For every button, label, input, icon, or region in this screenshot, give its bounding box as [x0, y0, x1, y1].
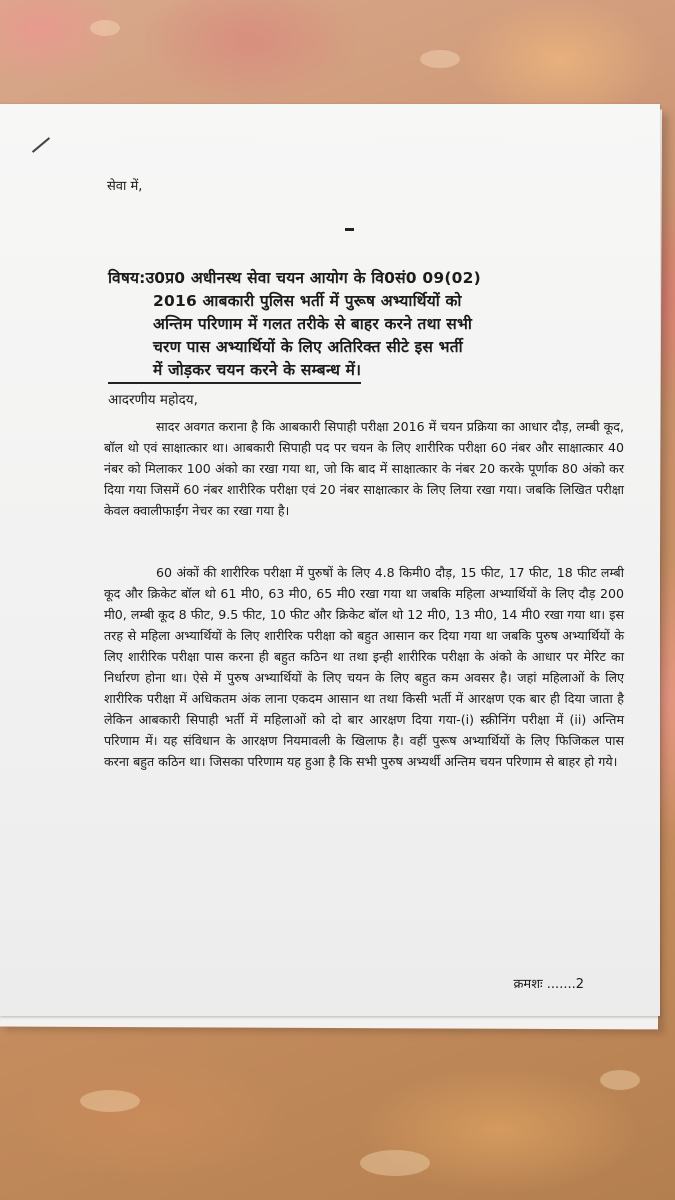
- fabric-pattern: [360, 1150, 430, 1176]
- fabric-pattern: [420, 50, 460, 68]
- fabric-pattern: [90, 20, 120, 36]
- ink-dash: [345, 228, 354, 231]
- subject-line: अन्तिम परिणाम में गलत तरीके से बाहर करने तथा सभी: [153, 315, 473, 333]
- subject-line: 2016 आबकारी पुलिस भर्ती में पुरूष अभ्यार्थियों को: [153, 292, 462, 310]
- body-paragraph: सादर अवगत कराना है कि आबकारी सिपाही परीक्षा 2016 में चयन प्रक्रिया का आधार दौड़, लम्बी कूद, बॉल थो एवं साक्षात्कार था। आबकारी सिपाही पद पर चयन के लिए शारीरिक परीक्षा 60 नंबर और साक्षात्कार 40 नंबर को मिलाकर 100 अंको का रखा गया था, जो कि बाद में साक्षात्कार के नंबर 20 करके पूर्णाक 80 अंको कर दिया गया जिसमें 60 नंबर शारीरिक परीक्षा एवं 20 नंबर साक्षात्कार के लिए लिया रखा गया। जबकि लिखित परीक्षा केवल क्वालीफाईंग नेचर का रखा गया है।: [104, 419, 624, 518]
- salutation: सेवा में,: [107, 179, 143, 194]
- fabric-pattern: [80, 1090, 140, 1112]
- continued-marker: क्रमशः .......2: [513, 977, 584, 992]
- subject-line: चरण पास अभ्यार्थियों के लिए अतिरिक्त सीटे इस भर्ती: [153, 338, 463, 356]
- address-greeting: आदरणीय महोदय,: [108, 392, 198, 408]
- subject-line: में जोड़कर चयन करने के सम्बन्ध में।: [108, 359, 361, 384]
- body-paragraph: 60 अंकों की शारीरिक परीक्षा में पुरुषों के लिए 4.8 किमी0 दौड़, 15 फीट, 17 फीट, 18 फीट लम्बी कूद और क्रिकेट बॉल थो 61 मी0, 63 मी0, 65 मी0 रखा गया था जबकि महिला अभ्यार्थियों के लिए दौड़ 200 मी0, लम्बी कूद 8 फीट, 9.5 फीट, 10 फीट और क्रिकेट बॉल थो 12 मी0, 13 मी0, 14 मी0 रखा गया था। इस तरह से महिला अभ्यार्थियों के लिए शारीरिक परीक्षा को बहुत आसान कर दिया गया था जबकि पुरुष अभ्यार्थियों के लिए शारीरिक परीक्षा पास करना ही बहुत कठिन था तथा इन्ही शारीरिक परीक्षा के अंको के आधार पर मेरिट का निर्धारण होना था। ऐसे में पुरुष अभ्यार्थियों के लिए चयन के लिए बहुत कम अवसर है। जहां महिलाओं के लिए शारीरिक परीक्षा में अधिकतम अंक लाना एकदम आसान था तथा किसी भर्ती में आरक्षण एक बार ही दिया जाता है लेकिन आबकारी सिपाही भर्ती में महिलाओं को दो बार आरक्षण दिया गया-(i) स्क्रीनिंग परीक्षा में (ii) अन्तिम परिणाम में। यह संविधान के आरक्षण नियमावली के खिलाफ है। वहीं पुरूष अभ्यार्थियों के लिए फिजिकल पास करना बहुत कठिन था। जिसका परिणाम यह हुआ है कि सभी पुरुष अभ्यर्थी अन्तिम चयन परिणाम से बाहर हो गये।: [104, 565, 624, 769]
- subject-block: [108, 267, 618, 384]
- pen-mark: [32, 137, 50, 153]
- fabric-pattern: [600, 1070, 640, 1090]
- letter-page: [0, 104, 660, 1016]
- subject-line: विषय:उ0प्र0 अधीनस्थ सेवा चयन आयोग के वि0सं0 09(02): [108, 269, 481, 287]
